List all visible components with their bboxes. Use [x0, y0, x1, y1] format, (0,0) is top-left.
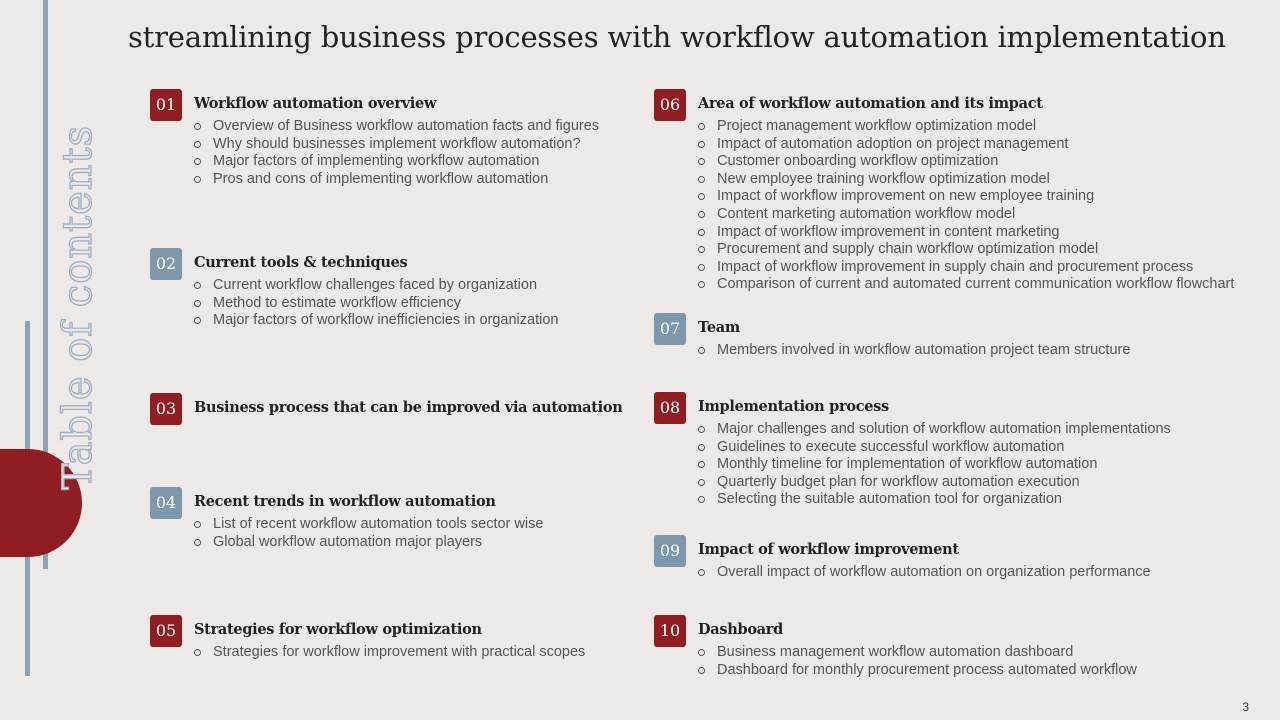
- list-item-text: Comparison of current and automated current communication workflow flowchart: [717, 276, 1235, 293]
- list-item-text: Major challenges and solution of workflow automation implementations: [717, 421, 1171, 437]
- section-title: Team: [698, 319, 740, 336]
- circle-bullet-icon: [194, 123, 201, 130]
- section-items: [194, 118, 599, 188]
- section-number-badge: 07: [654, 313, 686, 345]
- list-item-text: New employee training workflow optimization model: [717, 170, 1050, 187]
- list-item: [194, 118, 599, 136]
- circle-bullet-icon: [698, 667, 705, 674]
- circle-bullet-icon: [698, 649, 705, 656]
- circle-bullet-icon: [698, 569, 705, 576]
- section-number-badge: 08: [654, 392, 686, 424]
- section-items: [194, 277, 558, 330]
- circle-bullet-icon: [698, 496, 705, 503]
- circle-bullet-icon: [698, 176, 705, 183]
- list-item: [194, 312, 558, 330]
- circle-bullet-icon: [698, 123, 705, 130]
- section-number-badge: 01: [150, 89, 182, 121]
- section-number-badge: 03: [150, 393, 182, 425]
- list-item: [698, 662, 1137, 680]
- list-item: [698, 118, 1234, 136]
- list-item: [194, 171, 599, 189]
- list-item: [698, 259, 1234, 277]
- list-item: [698, 224, 1234, 242]
- circle-bullet-icon: [698, 193, 705, 200]
- section-number-badge: 10: [654, 615, 686, 647]
- list-item: [698, 456, 1171, 474]
- section-number-badge: 02: [150, 248, 182, 280]
- list-item-text: Overall impact of workflow automation on organization performance: [717, 564, 1151, 580]
- circle-bullet-icon: [698, 479, 705, 486]
- list-item: [698, 276, 1234, 294]
- section-title: Business process that can be improved via automation: [194, 399, 623, 416]
- list-item-text: Monthly timeline for implementation of workflow automation: [717, 456, 1098, 473]
- section-items: [698, 421, 1171, 509]
- circle-bullet-icon: [698, 229, 705, 236]
- list-item-text: Why should businesses implement workflow automation?: [213, 135, 581, 152]
- list-item: [194, 644, 585, 662]
- list-item: [698, 153, 1234, 171]
- list-item: [194, 295, 558, 313]
- list-item: [698, 136, 1234, 154]
- section-items: [698, 564, 1151, 582]
- section-number-badge: 06: [654, 89, 686, 121]
- list-item-text: Members involved in workflow automation project team structure: [717, 342, 1131, 358]
- list-item-text: Customer onboarding workflow optimization: [717, 153, 999, 170]
- list-item-text: Strategies for workflow improvement with practical scopes: [213, 644, 586, 660]
- list-item-text: Selecting the suitable automation tool for organization: [717, 491, 1062, 508]
- list-item: [698, 474, 1171, 492]
- list-item: [698, 241, 1234, 259]
- list-item-text: List of recent workflow automation tools sector wise: [213, 516, 544, 532]
- circle-bullet-icon: [698, 444, 705, 451]
- list-item-text: Current workflow challenges faced by organization: [213, 277, 538, 293]
- list-item: [698, 644, 1137, 662]
- circle-bullet-icon: [698, 141, 705, 148]
- list-item-text: Method to estimate workflow efficiency: [213, 294, 461, 311]
- list-item-text: Business management workflow automation dashboard: [717, 644, 1074, 660]
- list-item: [194, 534, 543, 552]
- circle-bullet-icon: [698, 264, 705, 271]
- section-title: Workflow automation overview: [194, 95, 437, 112]
- circle-bullet-icon: [194, 649, 201, 656]
- list-item-text: Pros and cons of implementing workflow automation: [213, 170, 549, 187]
- list-item: [194, 153, 599, 171]
- page-number: 3: [1242, 700, 1249, 714]
- list-item-text: Content marketing automation workflow model: [717, 205, 1016, 222]
- section-number-badge: 05: [150, 615, 182, 647]
- list-item: [194, 277, 558, 295]
- circle-bullet-icon: [194, 282, 201, 289]
- circle-bullet-icon: [194, 176, 201, 183]
- list-item-text: Impact of automation adoption on project management: [717, 135, 1069, 152]
- list-item: [194, 516, 543, 534]
- section-items: [698, 644, 1137, 679]
- section-title: Current tools & techniques: [194, 254, 408, 271]
- section-number-badge: 09: [654, 535, 686, 567]
- section-title: Impact of workflow improvement: [698, 541, 959, 558]
- list-item-text: Impact of workflow improvement in supply chain and procurement process: [717, 258, 1194, 275]
- section-title: Implementation process: [698, 398, 889, 415]
- circle-bullet-icon: [698, 246, 705, 253]
- list-item-text: Impact of workflow improvement in content marketing: [717, 223, 1060, 240]
- list-item-text: Major factors of implementing workflow automation: [213, 153, 540, 170]
- list-item-text: Project management workflow optimization model: [717, 118, 1037, 134]
- list-item-text: Overview of Business workflow automation facts and figures: [213, 118, 600, 134]
- section-title: Dashboard: [698, 621, 783, 638]
- section-items: [194, 644, 585, 662]
- vertical-title: Table of contents: [55, 124, 101, 490]
- list-item-text: Dashboard for monthly procurement process automated workflow: [717, 661, 1137, 678]
- section-title: Area of workflow automation and its impact: [698, 95, 1043, 112]
- list-item: [698, 171, 1234, 189]
- section-title: Strategies for workflow optimization: [194, 621, 482, 638]
- list-item-text: Global workflow automation major players: [213, 533, 483, 550]
- circle-bullet-icon: [194, 539, 201, 546]
- section-items: [698, 118, 1234, 294]
- circle-bullet-icon: [194, 300, 201, 307]
- list-item-text: Procurement and supply chain workflow optimization model: [717, 241, 1099, 258]
- list-item-text: Guidelines to execute successful workflow automation: [717, 438, 1065, 455]
- list-item: [698, 188, 1234, 206]
- circle-bullet-icon: [698, 347, 705, 354]
- list-item: [698, 491, 1171, 509]
- circle-bullet-icon: [194, 141, 201, 148]
- section-items: [194, 516, 543, 551]
- list-item: [698, 206, 1234, 224]
- circle-bullet-icon: [194, 317, 201, 324]
- circle-bullet-icon: [194, 521, 201, 528]
- list-item-text: Impact of workflow improvement on new employee training: [717, 188, 1095, 205]
- list-item: [698, 564, 1151, 582]
- circle-bullet-icon: [698, 426, 705, 433]
- circle-bullet-icon: [698, 211, 705, 218]
- circle-bullet-icon: [194, 158, 201, 165]
- circle-bullet-icon: [698, 461, 705, 468]
- section-number-badge: 04: [150, 487, 182, 519]
- list-item: [698, 439, 1171, 457]
- list-item-text: Major factors of workflow inefficiencies in organization: [213, 312, 559, 329]
- list-item: [698, 342, 1130, 360]
- section-items: [698, 342, 1130, 360]
- circle-bullet-icon: [698, 281, 705, 288]
- section-title: Recent trends in workflow automation: [194, 493, 496, 510]
- list-item: [698, 421, 1171, 439]
- circle-bullet-icon: [698, 158, 705, 165]
- list-item: [194, 136, 599, 154]
- list-item-text: Quarterly budget plan for workflow automation execution: [717, 473, 1080, 490]
- page-title: streamlining business processes with workflow automation implementation: [128, 20, 1226, 54]
